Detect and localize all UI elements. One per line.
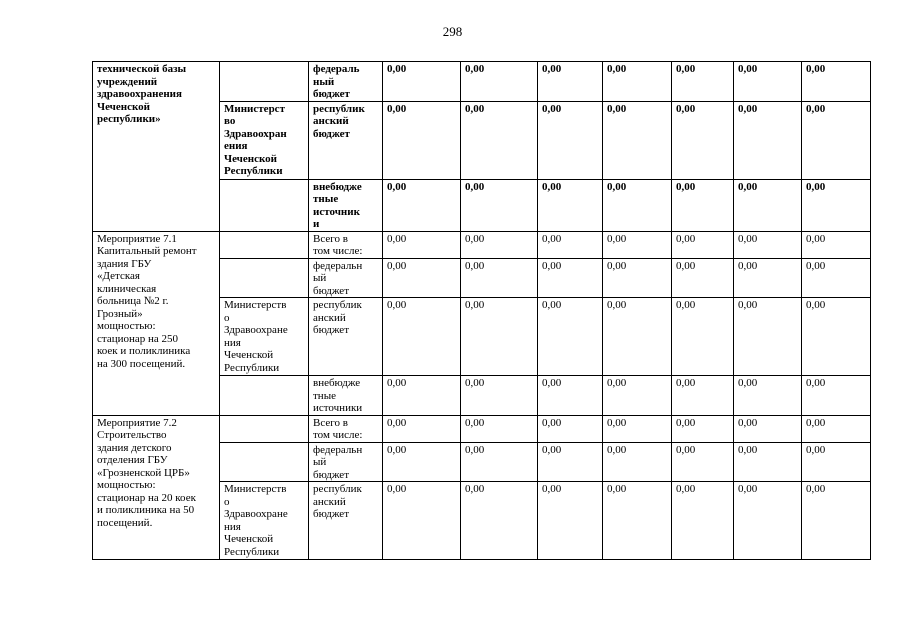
amount-cell: 0,00 (734, 101, 802, 179)
amount-cell: 0,00 (461, 376, 538, 416)
amount-cell: 0,00 (383, 376, 461, 416)
amount-cell: 0,00 (383, 101, 461, 179)
amount-cell: 0,00 (383, 298, 461, 376)
amount-cell: 0,00 (734, 62, 802, 102)
amount-cell: 0,00 (603, 101, 672, 179)
table-row (93, 415, 871, 442)
amount-cell: 0,00 (734, 298, 802, 376)
amount-cell: 0,00 (461, 415, 538, 442)
amount-cell: 0,00 (461, 231, 538, 258)
amount-cell: 0,00 (672, 376, 734, 416)
amount-cell: 0,00 (734, 376, 802, 416)
amount-cell: 0,00 (802, 258, 871, 298)
executor-cell: Министерст во Здравоохран ения Чеченской Республики (220, 101, 309, 179)
measure-title-cell: технической базы учреждений здравоохранения Чеченской республики» (93, 62, 220, 232)
amount-cell: 0,00 (538, 376, 603, 416)
amount-cell: 0,00 (734, 442, 802, 482)
amount-cell: 0,00 (672, 258, 734, 298)
amount-cell: 0,00 (461, 101, 538, 179)
amount-cell: 0,00 (802, 442, 871, 482)
amount-cell: 0,00 (383, 231, 461, 258)
amount-cell: 0,00 (603, 179, 672, 231)
executor-empty-cell (220, 258, 309, 298)
funding-source-cell: внебюдже тные источники (309, 376, 383, 416)
amount-cell: 0,00 (603, 376, 672, 416)
amount-cell: 0,00 (461, 179, 538, 231)
amount-cell: 0,00 (802, 298, 871, 376)
executor-empty-cell (220, 231, 309, 258)
amount-cell: 0,00 (461, 62, 538, 102)
amount-cell: 0,00 (802, 62, 871, 102)
executor-empty-cell (220, 415, 309, 442)
amount-cell: 0,00 (383, 442, 461, 482)
amount-cell: 0,00 (603, 415, 672, 442)
amount-cell: 0,00 (734, 415, 802, 442)
measure-title-cell: Мероприятие 7.1 Капитальный ремонт здания ГБУ «Детская клиническая больница №2 г. Грозный» мощностью: стационар на 250 коек и поликлиника на 300 посещений. (93, 231, 220, 415)
executor-cell: Министерств о Здравоохране ния Чеченской Республики (220, 298, 309, 376)
page-number: 298 (442, 24, 463, 39)
funding-source-cell: внебюдже тные источник и (309, 179, 383, 231)
funding-source-cell: республик анский бюджет (309, 298, 383, 376)
amount-cell: 0,00 (802, 415, 871, 442)
funding-source-cell: федеральн ый бюджет (309, 442, 383, 482)
amount-cell: 0,00 (802, 376, 871, 416)
funding-source-cell: Всего в том числе: (309, 231, 383, 258)
funding-source-cell: республик анский бюджет (309, 482, 383, 560)
table-row (93, 231, 871, 258)
amount-cell: 0,00 (603, 62, 672, 102)
amount-cell: 0,00 (672, 415, 734, 442)
amount-cell: 0,00 (383, 179, 461, 231)
amount-cell: 0,00 (603, 258, 672, 298)
amount-cell: 0,00 (802, 482, 871, 560)
measure-title-cell: Мероприятие 7.2 Строительство здания детского отделения ГБУ «Грозненской ЦРБ» мощностью: стационар на 20 коек и поликлиника на 50 посещений. (93, 415, 220, 560)
amount-cell: 0,00 (603, 231, 672, 258)
amount-cell: 0,00 (538, 415, 603, 442)
amount-cell: 0,00 (672, 101, 734, 179)
amount-cell: 0,00 (672, 298, 734, 376)
amount-cell: 0,00 (538, 231, 603, 258)
table-row (93, 62, 871, 102)
amount-cell: 0,00 (802, 179, 871, 231)
amount-cell: 0,00 (672, 231, 734, 258)
amount-cell: 0,00 (603, 298, 672, 376)
amount-cell: 0,00 (538, 298, 603, 376)
amount-cell: 0,00 (734, 179, 802, 231)
amount-cell: 0,00 (461, 258, 538, 298)
executor-empty-cell (220, 376, 309, 416)
executor-empty-cell (220, 179, 309, 231)
amount-cell: 0,00 (538, 482, 603, 560)
funding-source-cell: федераль ный бюджет (309, 62, 383, 102)
amount-cell: 0,00 (802, 101, 871, 179)
amount-cell: 0,00 (461, 442, 538, 482)
amount-cell: 0,00 (603, 442, 672, 482)
executor-cell: Министерств о Здравоохране ния Чеченской Республики (220, 482, 309, 560)
funding-source-cell: федеральн ый бюджет (309, 258, 383, 298)
executor-empty-cell (220, 442, 309, 482)
amount-cell: 0,00 (538, 62, 603, 102)
funding-source-cell: республик анский бюджет (309, 101, 383, 179)
amount-cell: 0,00 (538, 179, 603, 231)
amount-cell: 0,00 (672, 442, 734, 482)
amount-cell: 0,00 (383, 258, 461, 298)
amount-cell: 0,00 (672, 482, 734, 560)
amount-cell: 0,00 (672, 62, 734, 102)
amount-cell: 0,00 (383, 62, 461, 102)
amount-cell: 0,00 (461, 298, 538, 376)
amount-cell: 0,00 (802, 231, 871, 258)
amount-cell: 0,00 (383, 482, 461, 560)
amount-cell: 0,00 (603, 482, 672, 560)
amount-cell: 0,00 (734, 258, 802, 298)
amount-cell: 0,00 (734, 482, 802, 560)
amount-cell: 0,00 (538, 442, 603, 482)
funding-source-cell: Всего в том числе: (309, 415, 383, 442)
executor-empty-cell (220, 62, 309, 102)
amount-cell: 0,00 (734, 231, 802, 258)
amount-cell: 0,00 (461, 482, 538, 560)
amount-cell: 0,00 (538, 101, 603, 179)
amount-cell: 0,00 (672, 179, 734, 231)
amount-cell: 0,00 (538, 258, 603, 298)
amount-cell: 0,00 (383, 415, 461, 442)
budget-table (92, 61, 871, 560)
